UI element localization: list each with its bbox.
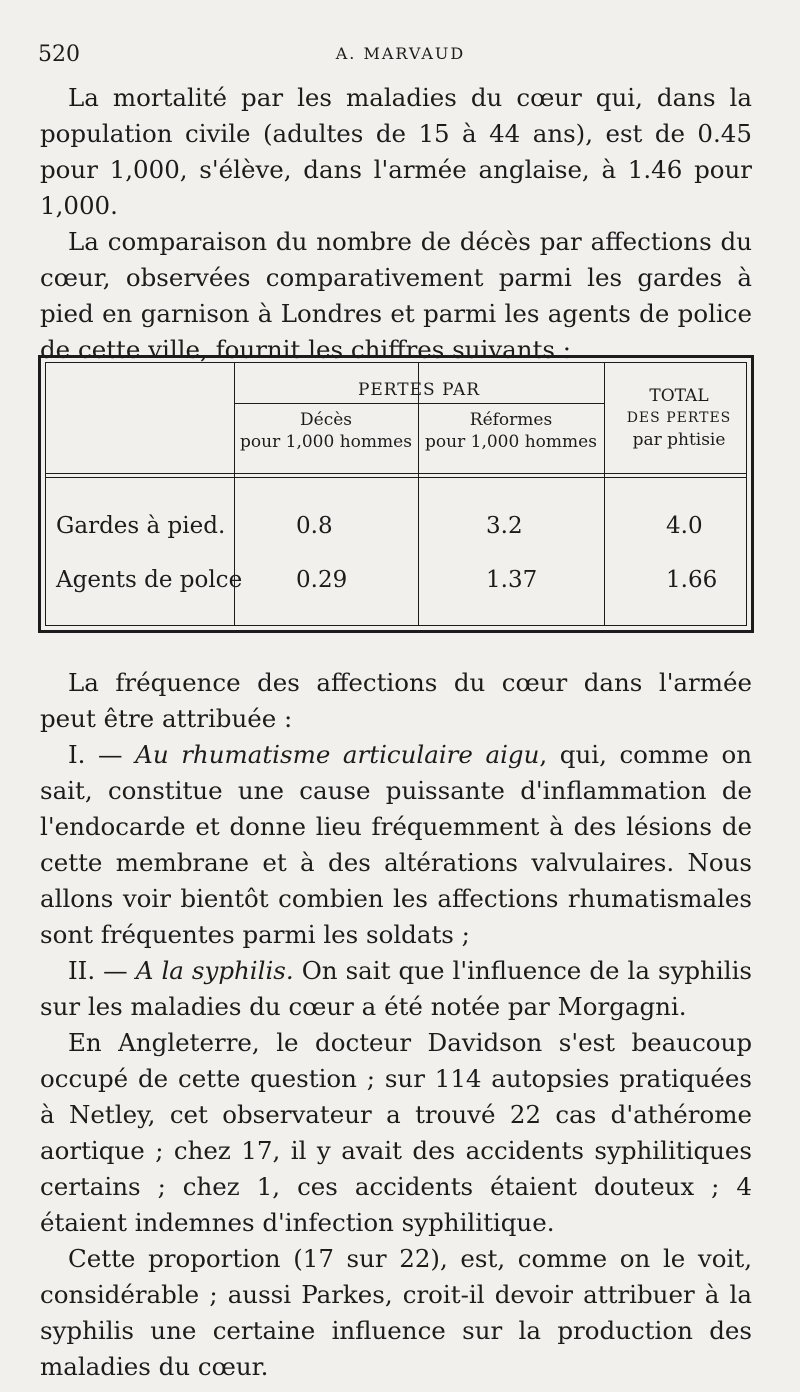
header-deces-unit: pour 1,000 hommes (240, 432, 412, 452)
cell-agents-deces: 0.29 (296, 567, 348, 593)
body-text (40, 665, 752, 1385)
header-total-title: TOTAL (649, 386, 709, 406)
header-reformes (418, 409, 604, 453)
page-header (38, 42, 763, 76)
header-deces (234, 409, 418, 453)
cell-agents-reformes: 1.37 (486, 567, 538, 593)
header-reformes-title: Réformes (469, 410, 553, 430)
item-text-syphilis: On sait que l'influence de la syphilis sur les maladies du cœur a été notée par Morgagni. (40, 956, 752, 1021)
header-total (604, 385, 754, 451)
paragraph-mortality: La mortalité par les maladies du cœur qui, dans la population civile (adultes de 15 à 44 ans), est de 0.45 pour 1,000, s'élève, dans l'armée anglaise, à 1.46 pour 1,000. (40, 83, 752, 220)
cell-gardes-reformes: 3.2 (486, 513, 523, 539)
item-text-rhumatisme: , qui, comme on sait, constitue une cause puissante d'inflammation de l'endocarde et donne lieu fréquemment à des lésions de cette membrane et à des altérations valvulaires. Nous allons voir bientôt combien les affections rhumatismales sont fréquentes parmi les soldats ; (40, 740, 752, 949)
paragraph-parkes: Cette proportion (17 sur 22), est, comme on le voit, considérable ; aussi Parkes, croit-il devoir attribuer à la syphilis une certaine influence sur la production des maladies du cœur. (40, 1244, 752, 1381)
running-head: A. MARVAUD (335, 44, 466, 63)
header-reformes-unit: pour 1,000 hommes (425, 432, 597, 452)
page-number: 520 (38, 42, 80, 67)
header-deces-title: Décès (300, 410, 352, 430)
table-inner-border (45, 362, 747, 626)
intro-text (40, 80, 752, 368)
item-rhumatisme (40, 737, 752, 953)
row-label-gardes: Gardes à pied. (56, 513, 226, 539)
header-total-phtisie: par phtisie (632, 430, 726, 450)
item-syphilis (40, 953, 752, 1025)
row-label-agents: Agents de polce (56, 567, 243, 593)
group-header-rule (234, 403, 604, 404)
cell-gardes-total: 4.0 (666, 513, 703, 539)
statistics-table (38, 355, 754, 633)
paragraph-davidson: En Angleterre, le docteur Davidson s'est beaucoup occupé de cette question ; sur 114 autopsies pratiquées à Netley, cet observateur a trouvé 22 cas d'athérome aortique ; chez 17, il y avait des accidents syphilitiques certains ; chez 1, ces accidents étaient douteux ; 4 étaient indemnes d'infection syphilitique. (40, 1028, 752, 1237)
group-header-pertes: PERTES PAR (357, 380, 481, 400)
item-title-syphilis: A la syphilis. (135, 956, 294, 985)
item-number: II. — (68, 956, 136, 985)
cell-agents-total: 1.66 (666, 567, 718, 593)
item-number: I. — (68, 740, 136, 769)
header-total-sub: DES PERTES (626, 410, 732, 426)
cell-gardes-deces: 0.8 (296, 513, 333, 539)
paragraph-frequency: La fréquence des affections du cœur dans l'armée peut être attribuée : (40, 668, 752, 733)
header-double-rule (46, 473, 746, 478)
item-title-rhumatisme: Au rhumatisme articulaire aigu (135, 740, 540, 769)
paragraph-comparison: La comparaison du nombre de décès par affections du cœur, observées comparativement parmi les gardes à pied en garnison à Londres et parmi les agents de police de cette ville, fournit les chiffres suivants : (40, 227, 752, 364)
